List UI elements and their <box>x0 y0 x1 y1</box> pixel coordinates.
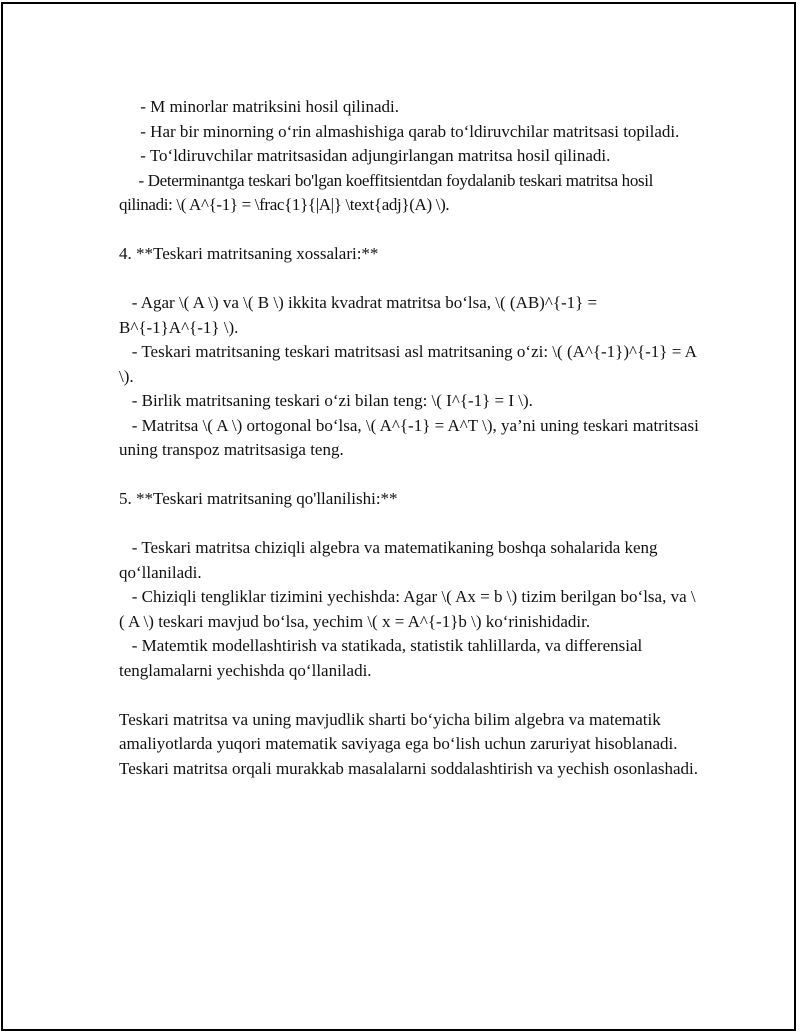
blank-line <box>119 267 699 292</box>
blank-line <box>119 512 699 537</box>
property-identity-inverse: - Birlik matritsaning teskari o‘zi bilan teng: \( I^{-1} = I \). <box>119 391 533 410</box>
blank-line <box>119 218 699 243</box>
property-inverse-of-inverse: - Teskari matritsaning teskari matritsasi asl matritsaning o‘zi: \( (A^{-1})^{-1} = A \). <box>119 342 701 386</box>
property-product-inverse: - Agar \( A \) va \( B \) ikkita kvadrat matritsa bo‘lsa, \( (AB)^{-1} = B^{-1}A^{-1} \). <box>119 293 602 337</box>
document-body <box>119 95 704 781</box>
application-algebra: - Teskari matritsa chiziqli algebra va matematikaning boshqa sohalarida keng qo‘llaniladi. <box>119 538 662 582</box>
step-cofactor-matrix: - Har bir minorning o‘rin almashishiga qarab to‘ldiruvchilar matritsasi topiladi. <box>119 121 680 141</box>
document-page <box>1 2 796 1031</box>
step-inverse-formula: - Determinantga teskari bo'lgan koeffitsientdan foydalanib teskari matritsa hosil qilinadi: \( A^{-1} = \frac{1}{|A|} \text{adj}(A) \). <box>119 170 657 214</box>
property-orthogonal-inverse: - Matritsa \( A \) ortogonal bo‘lsa, \( A^{-1} = A^T \), ya’ni uning teskari matritsasi uning transpoz matritsasiga teng. <box>119 415 704 459</box>
section-heading-properties: 4. **Teskari matritsaning xossalari:** <box>119 244 379 263</box>
blank-line <box>119 463 699 488</box>
step-m-minors: - M minorlar matriksini hosil qilinadi. <box>119 97 400 116</box>
blank-line <box>119 683 699 708</box>
section-heading-applications: 5. **Teskari matritsaning qo'llanilishi:** <box>119 489 398 508</box>
conclusion-paragraph: Teskari matritsa va uning mavjudlik sharti bo‘yicha bilim algebra va matematik amaliyotlarda yuqori matematik saviyaga ega bo‘lish uchun zaruriyat hisoblanadi. Teskari matritsa orqali murakkab masalalarni soddalashtirish va yechish osonlashadi. <box>119 709 699 778</box>
application-linear-systems: - Chiziqli tengliklar tizimini yechishda: Agar \( Ax = b \) tizim berilgan bo‘lsa, va \( A \) teskari mavjud bo‘lsa, yechim \( x = A^{-1}b \) ko‘rinishidadir. <box>119 587 696 631</box>
application-modelling: - Matemtik modellashtirish va statikada, statistik tahlillarda, va differensial tenglamalarni yechishda qo‘llaniladi. <box>119 636 647 680</box>
step-adjugate-matrix: - To‘ldiruvchilar matritsasidan adjungirlangan matritsa hosil qilinadi. <box>119 146 611 165</box>
